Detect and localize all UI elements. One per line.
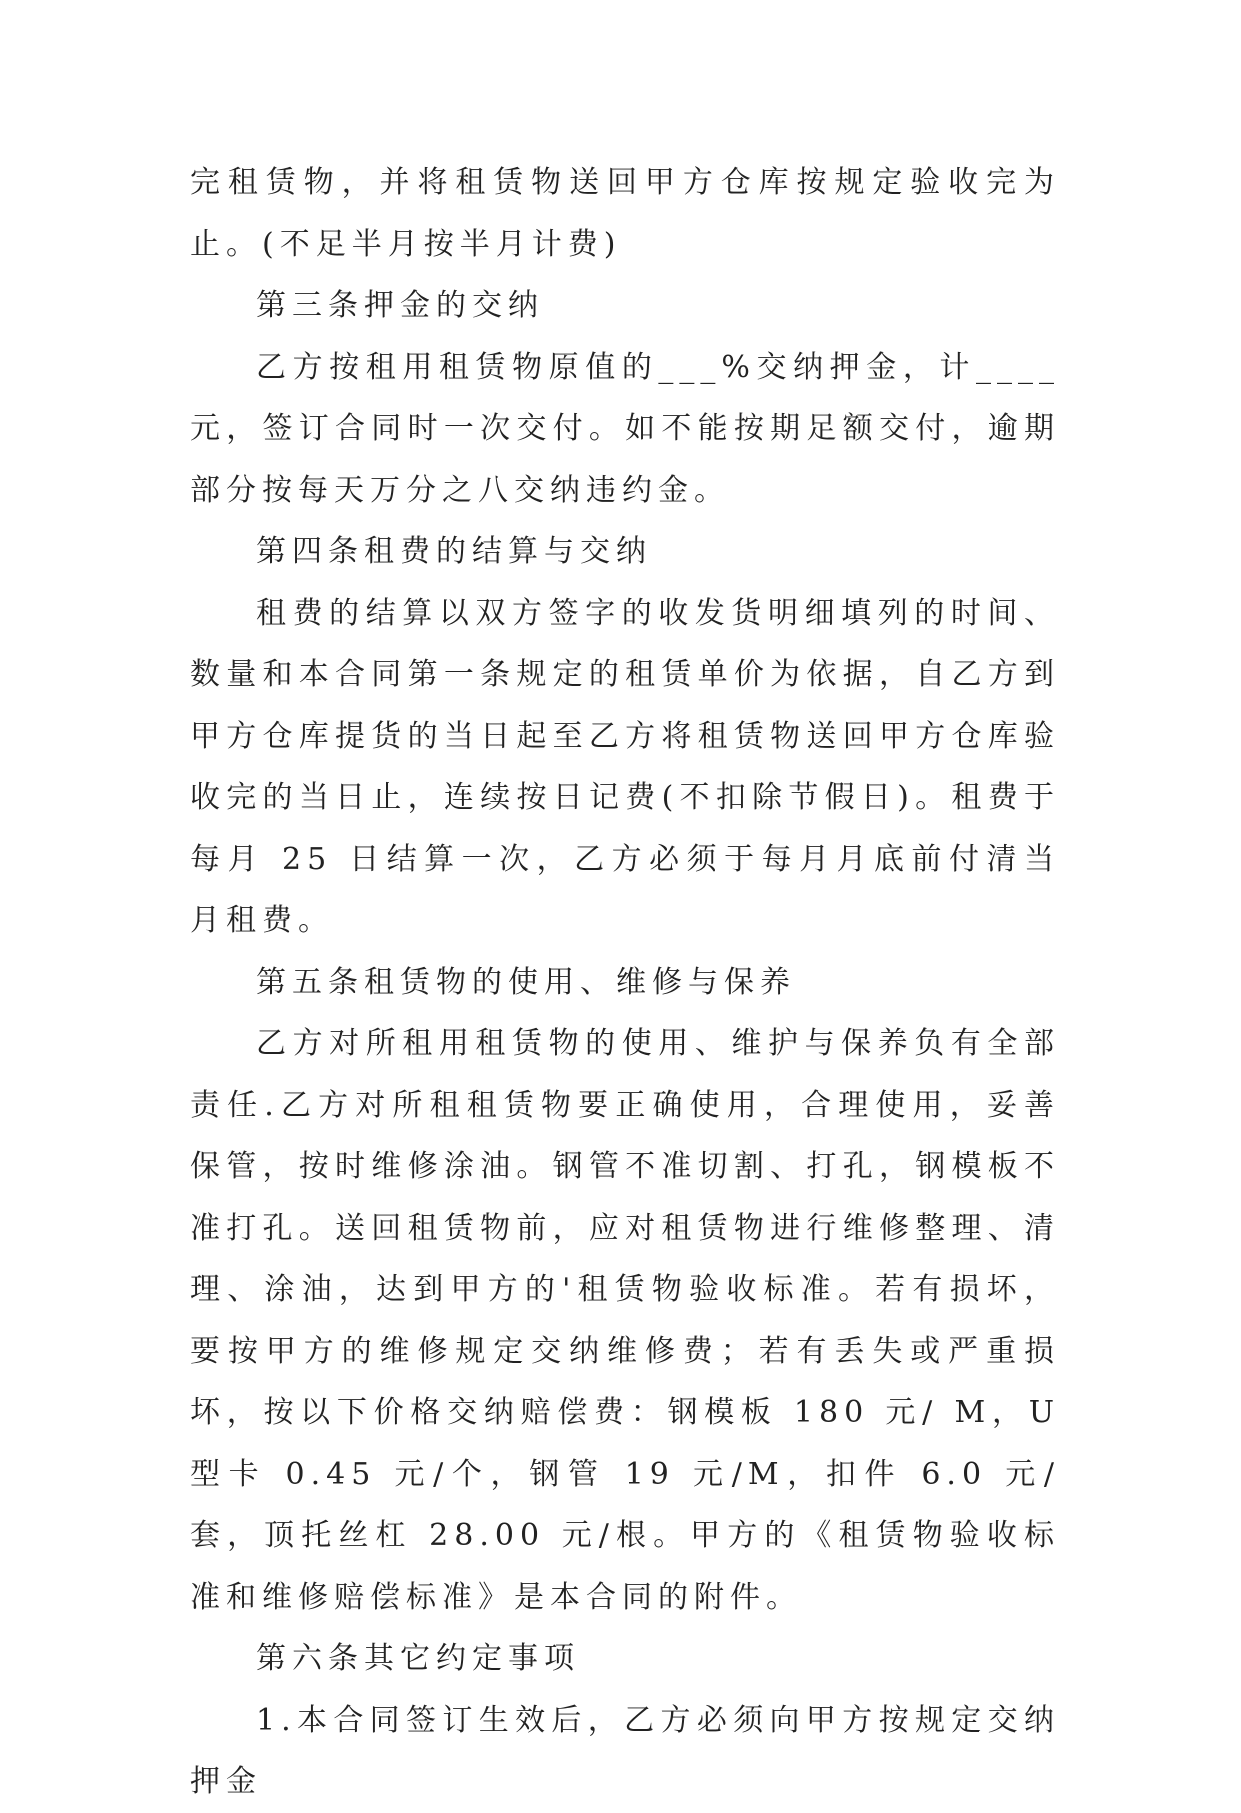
paragraph-deposit: 乙方按租用租赁物原值的___%交纳押金，计____元，签订合同时一次交付。如不能按期足额交付，逾期部分按每天万分之八交纳违约金。 xyxy=(190,349,1060,508)
paragraph-other-terms-item-1: 1.本合同签订生效后，乙方必须向甲方按规定交纳押金 xyxy=(190,1702,1060,1799)
paragraph-use-maintenance: 乙方对所租用租赁物的使用、维护与保养负有全部责任.乙方对所租租赁物要正确使用，合理使用，妥善保管，按时维修涂油。钢管不准切割、打孔，钢模板不准打孔。送回租赁物前，应对租赁物进行维修整理、清理、涂油，达到甲方的'租赁物验收标准。若有损坏，要按甲方的维修规定交纳维修费；若有丢失或严重损坏，按以下价格交纳赔偿费：钢模板 180 元/ M，U 型卡 0.45 元/个，钢管 19 元/M，扣件 6.0 元/套，顶托丝杠 28.00 元/根。甲方的《租赁物验收标准和维修赔偿标准》是本合同的附件。 xyxy=(190,1026,1060,1615)
paragraph-continuation: 完租赁物，并将租赁物送回甲方仓库按规定验收完为止。(不足半月按半月计费) xyxy=(190,165,1060,262)
paragraph-rent-settlement: 租费的结算以双方签字的收发货明细填列的时间、数量和本合同第一条规定的租赁单价为依据，自乙方到甲方仓库提货的当日起至乙方将租赁物送回甲方仓库验收完的当日止，连续按日记费(不扣除节假日)。租费于每月 25 日结算一次，乙方必须于每月月底前付清当月租费。 xyxy=(190,595,1060,938)
section-heading-article-3: 第三条押金的交纳 xyxy=(256,288,544,323)
section-heading-article-6: 第六条其它约定事项 xyxy=(256,1641,580,1676)
document-page xyxy=(190,152,1060,1813)
section-heading-article-5: 第五条租赁物的使用、维修与保养 xyxy=(256,964,796,1000)
section-heading-article-4: 第四条租费的结算与交纳 xyxy=(256,534,652,569)
